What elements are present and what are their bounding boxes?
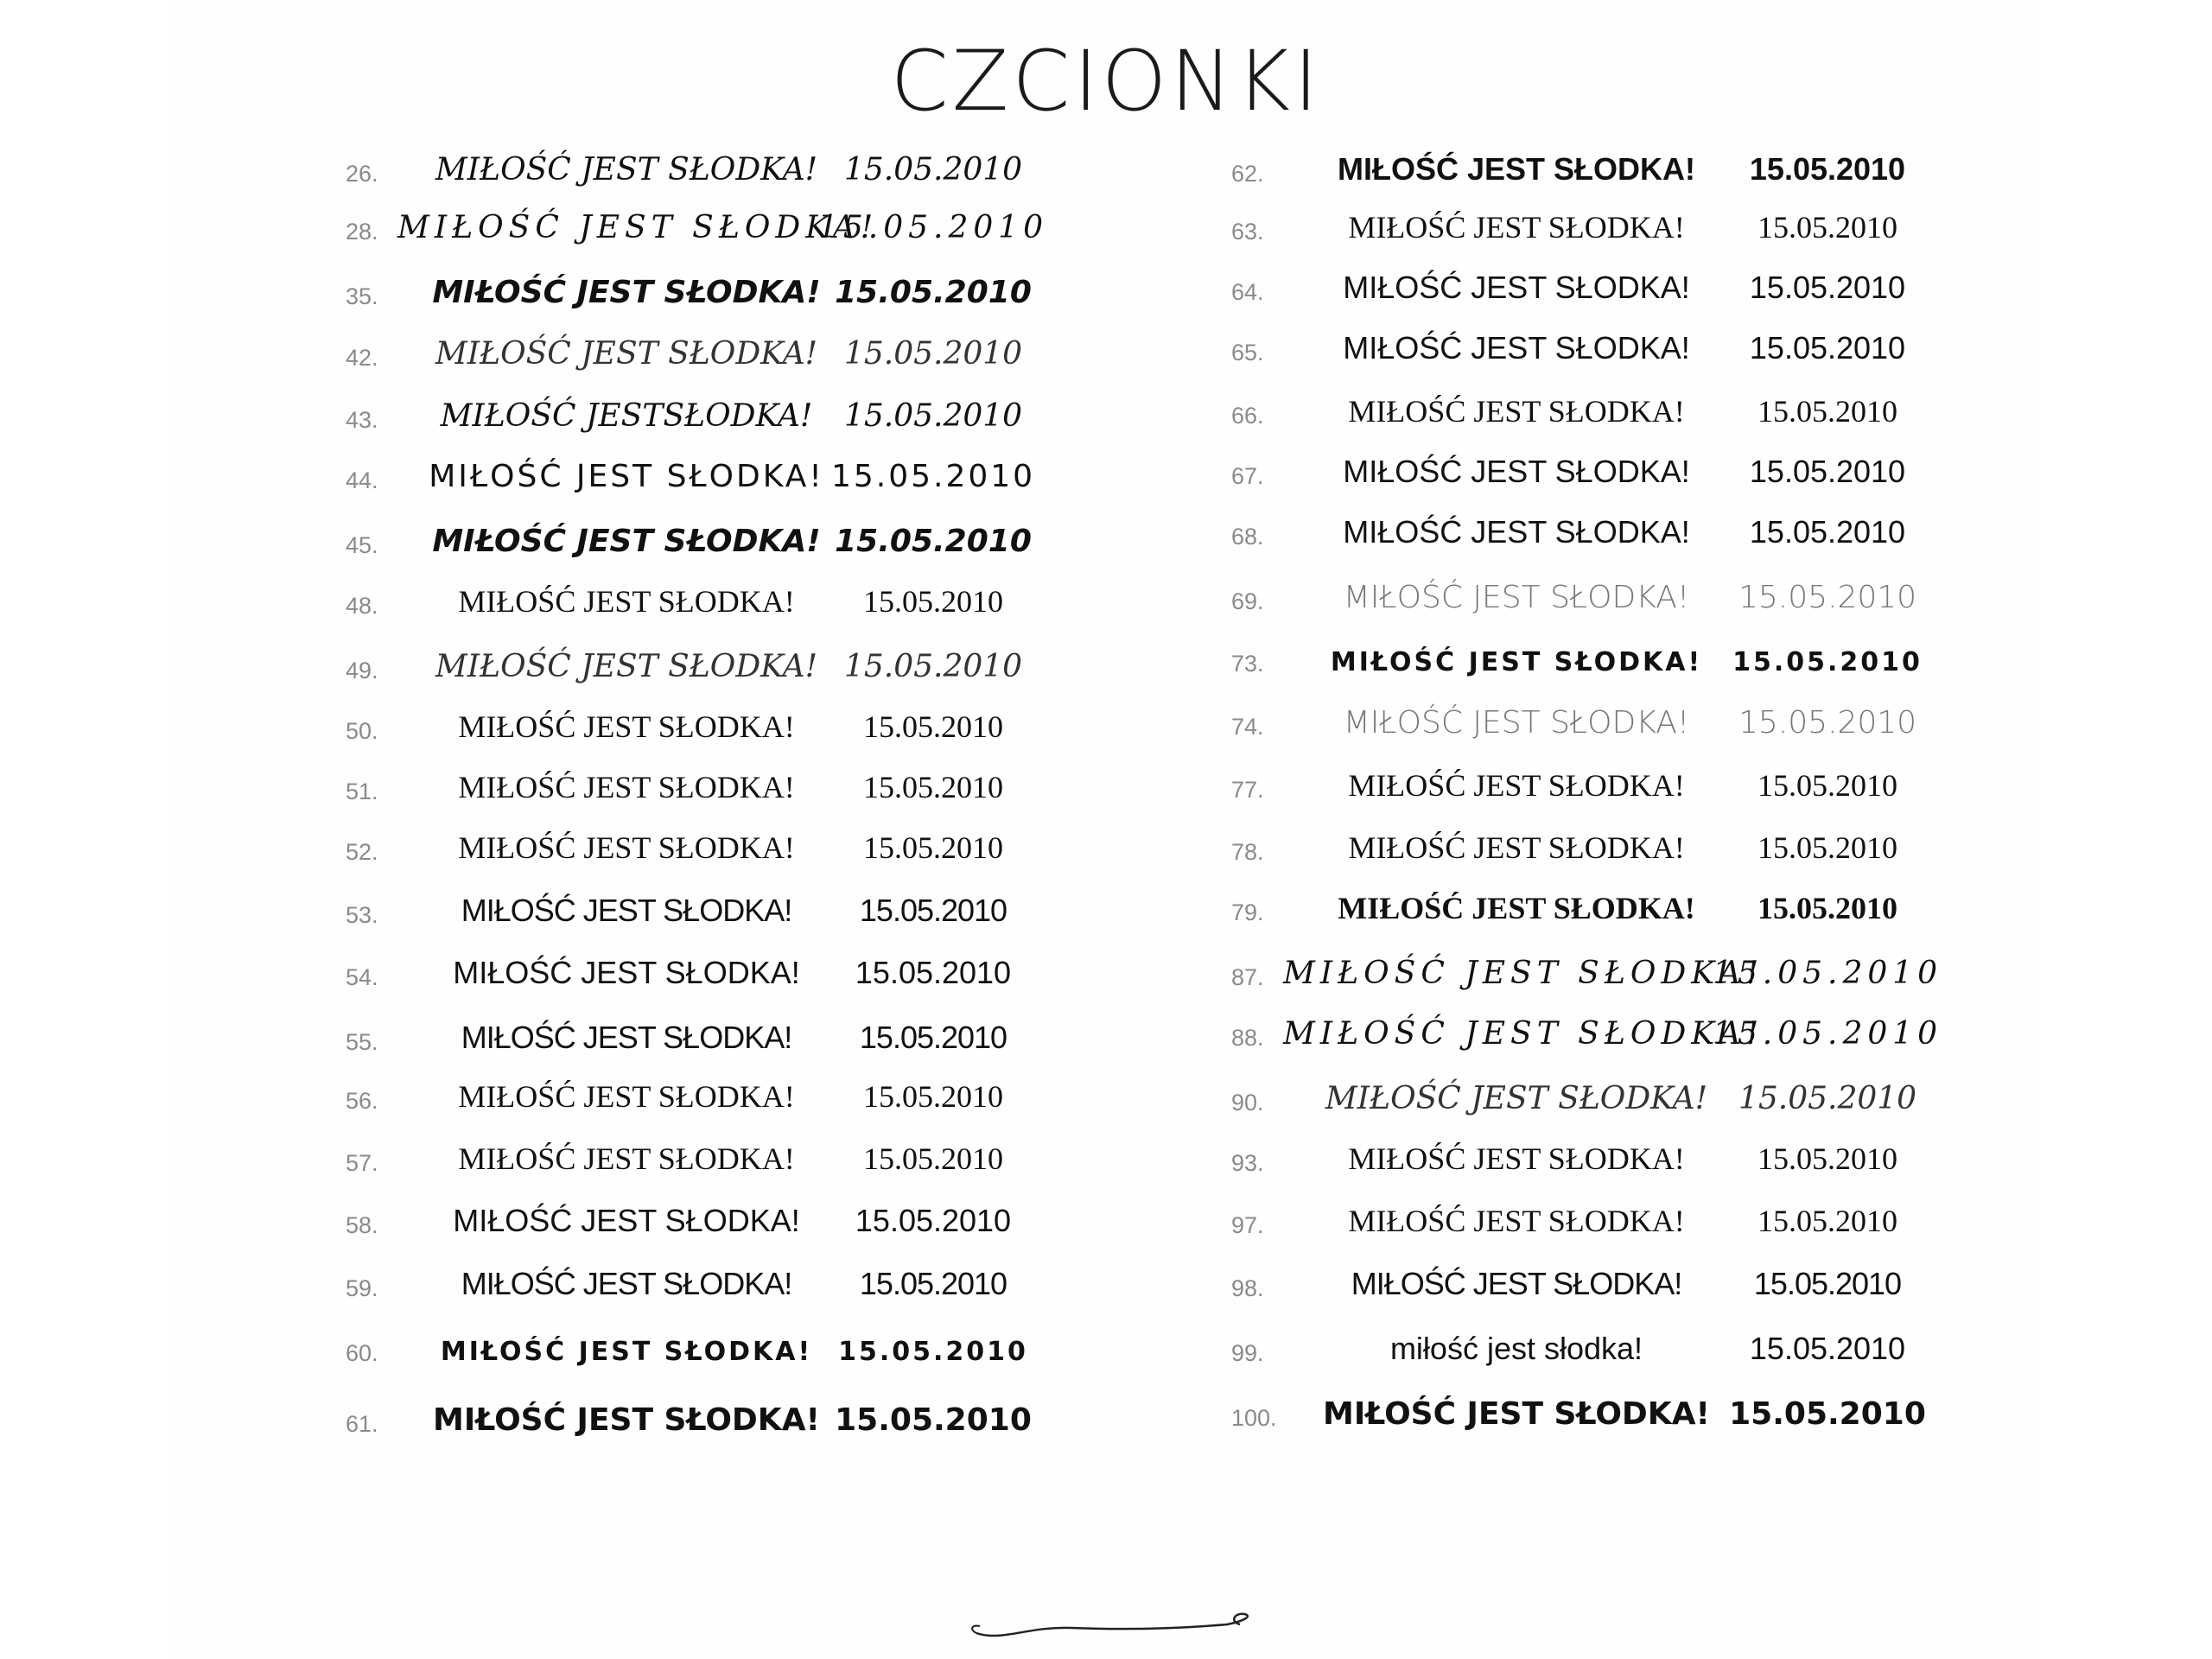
font-sample-phrase: MIŁOŚĆ JEST SŁODKA! bbox=[1348, 210, 1685, 245]
font-number: 67. bbox=[1231, 463, 1264, 489]
font-sample-date: 15.05.2010 bbox=[1729, 1396, 1926, 1432]
font-number: 64. bbox=[1231, 279, 1264, 305]
font-sample-row bbox=[1231, 1063, 1992, 1123]
font-number: 97. bbox=[1231, 1212, 1264, 1238]
font-sample-phrase: MIŁOŚĆ JEST SŁODKA! bbox=[458, 1079, 795, 1114]
font-sample-phrase: MIŁOŚĆ JESTSŁODKA! bbox=[440, 398, 813, 434]
font-sample-row bbox=[346, 134, 1106, 194]
font-sample-date: 15.05.2010 bbox=[1758, 768, 1897, 803]
font-sample-row bbox=[346, 691, 1106, 752]
font-sample-row bbox=[346, 192, 1106, 252]
font-sample-row bbox=[1231, 1313, 1992, 1374]
font-sample-date: 15.05.2010 bbox=[1712, 1016, 1943, 1052]
font-sample-row bbox=[1231, 873, 1992, 933]
font-number: 49. bbox=[346, 658, 378, 683]
font-number: 87. bbox=[1231, 964, 1264, 990]
font-sample-phrase: MIŁOŚĆ JEST SŁODKA! bbox=[432, 275, 821, 310]
font-number: 90. bbox=[1231, 1090, 1264, 1116]
font-sample-row bbox=[346, 1002, 1106, 1063]
font-sample-date: 15.05.2010 bbox=[1732, 647, 1923, 677]
font-sample-phrase: MIŁOŚĆ JEST SŁODKA! bbox=[1343, 454, 1690, 489]
font-sample-date: 15.05.2010 bbox=[1749, 454, 1906, 489]
font-sample-row bbox=[1231, 376, 1992, 436]
font-sample-row bbox=[1231, 1378, 1992, 1439]
font-number: 50. bbox=[346, 718, 378, 744]
font-sample-phrase: MIŁOŚĆ JEST SŁODKA! bbox=[1343, 514, 1690, 550]
font-sample-date: 15.05.2010 bbox=[1712, 956, 1943, 991]
font-sample-row bbox=[1231, 497, 1992, 557]
font-sample-date: 15.05.2010 bbox=[1758, 1204, 1897, 1238]
font-sample-date: 15.05.2010 bbox=[863, 1141, 1003, 1176]
font-sample-date: 15.05.2010 bbox=[855, 955, 1012, 990]
font-sample-phrase: MIŁOŚĆ JEST SŁODKA! bbox=[432, 524, 821, 559]
font-sample-date: 15.05.2010 bbox=[843, 649, 1023, 684]
font-sample-phrase: MIŁOŚĆ JEST SŁODKA! bbox=[429, 459, 824, 494]
font-sample-phrase: MIŁOŚĆ JEST SŁODKA! bbox=[1343, 705, 1690, 741]
font-sample-date: 15.05.2010 bbox=[855, 1203, 1012, 1238]
font-sample-row bbox=[346, 938, 1106, 998]
font-sample-phrase: MIŁOŚĆ JEST SŁODKA! bbox=[453, 955, 800, 990]
font-sample-date: 15.05.2010 bbox=[1758, 1141, 1897, 1176]
font-sample-row bbox=[1231, 252, 1992, 313]
font-sample-date: 15.05.2010 bbox=[1738, 705, 1917, 741]
font-number: 93. bbox=[1231, 1150, 1264, 1176]
font-number: 54. bbox=[346, 964, 378, 990]
font-sample-phrase: MIŁOŚĆ JEST SŁODKA! bbox=[458, 584, 795, 619]
font-sample-row bbox=[1231, 938, 1992, 998]
font-number: 98. bbox=[1231, 1275, 1264, 1301]
font-sample-date: 15.05.2010 bbox=[843, 336, 1023, 372]
font-sample-phrase: MIŁOŚĆ JEST SŁODKA! bbox=[1323, 1396, 1710, 1432]
font-sample-date: 15.05.2010 bbox=[863, 709, 1003, 744]
font-sample-date: 15.05.2010 bbox=[817, 210, 1049, 245]
font-sample-phrase: MIŁOŚĆ JEST SŁODKA! bbox=[1337, 151, 1696, 187]
font-number: 65. bbox=[1231, 340, 1264, 365]
font-sample-row bbox=[346, 380, 1106, 441]
font-sample-date: 15.05.2010 bbox=[1753, 1266, 1902, 1301]
font-sample-date: 15.05.2010 bbox=[843, 152, 1023, 188]
font-sample-date: 15.05.2010 bbox=[1749, 330, 1906, 365]
font-sample-phrase: MIŁOŚĆ JEST SŁODKA! bbox=[453, 1203, 800, 1238]
font-sample-row bbox=[346, 752, 1106, 812]
font-number: 68. bbox=[1231, 524, 1264, 550]
font-sample-row bbox=[346, 566, 1106, 626]
font-number: 35. bbox=[346, 283, 378, 309]
font-sample-date: 15.05.2010 bbox=[859, 1020, 1007, 1055]
font-sample-row bbox=[346, 875, 1106, 936]
font-number: 78. bbox=[1231, 839, 1264, 865]
font-number: 56. bbox=[346, 1088, 378, 1114]
font-sample-phrase: MIŁOŚĆ JEST SŁODKA! bbox=[435, 649, 818, 684]
page-title: CZCIONKI bbox=[890, 33, 1322, 130]
font-sample-row bbox=[346, 631, 1106, 691]
font-sample-phrase: MIŁOŚĆ JEST SŁODKA! bbox=[1348, 830, 1685, 865]
font-sample-row bbox=[346, 1185, 1106, 1246]
font-number: 66. bbox=[1231, 403, 1264, 429]
font-number: 51. bbox=[346, 779, 378, 804]
font-sample-date: 15.05.2010 bbox=[835, 1402, 1032, 1438]
font-number: 55. bbox=[346, 1029, 378, 1055]
font-number: 88. bbox=[1231, 1025, 1264, 1051]
font-number: 53. bbox=[346, 902, 378, 928]
font-number: 60. bbox=[346, 1340, 378, 1366]
font-sample-row bbox=[346, 1061, 1106, 1122]
font-number: 59. bbox=[346, 1275, 378, 1301]
font-sample-date: 15.05.2010 bbox=[859, 1266, 1007, 1301]
font-sample-phrase: MIŁOŚĆ JEST SŁODKA! bbox=[1338, 891, 1695, 925]
font-sample-phrase: MIŁOŚĆ JEST SŁODKA! bbox=[1343, 270, 1690, 305]
font-sample-date: 15.05.2010 bbox=[1749, 1331, 1906, 1366]
font-sample-date: 15.05.2010 bbox=[863, 770, 1003, 804]
font-sample-phrase: MIŁOŚĆ JEST SŁODKA! bbox=[1348, 1141, 1685, 1176]
font-sample-row bbox=[346, 1384, 1106, 1445]
font-sample-phrase: MIŁOŚĆ JEST SŁODKA! bbox=[458, 770, 795, 804]
font-number: 26. bbox=[346, 161, 378, 187]
font-sample-row bbox=[346, 1313, 1106, 1374]
font-number: 61. bbox=[346, 1411, 378, 1437]
font-sample-phrase: MIŁOŚĆ JEST SŁODKA! bbox=[461, 1266, 792, 1301]
font-sample-date: 15.05.2010 bbox=[1758, 210, 1897, 245]
font-sample-row bbox=[1231, 192, 1992, 252]
font-number: 45. bbox=[346, 532, 378, 558]
font-sample-row bbox=[346, 441, 1106, 501]
font-number: 52. bbox=[346, 839, 378, 865]
font-sample-phrase: MIŁOŚĆ JEST SŁODKA! bbox=[397, 210, 879, 245]
font-sample-date: 15.05.2010 bbox=[835, 524, 1032, 559]
font-sample-phrase: MIŁOŚĆ JEST SŁODKA! bbox=[458, 709, 795, 744]
font-sample-date: 15.05.2010 bbox=[863, 584, 1003, 619]
font-sample-row bbox=[1231, 134, 1992, 194]
font-sample-row bbox=[1231, 562, 1992, 622]
font-sample-phrase: MIŁOŚĆ JEST SŁODKA! bbox=[1343, 330, 1690, 365]
font-number: 44. bbox=[346, 467, 378, 493]
font-number: 43. bbox=[346, 407, 378, 433]
font-sample-phrase: MIŁOŚĆ JEST SŁODKA! bbox=[1283, 956, 1764, 991]
font-sample-phrase: MIŁOŚĆ JEST SŁODKA! bbox=[1325, 1081, 1708, 1116]
font-sample-row bbox=[346, 505, 1106, 566]
font-number: 69. bbox=[1231, 588, 1264, 614]
font-sample-phrase: MIŁOŚĆ JEST SŁODKA! bbox=[461, 893, 792, 928]
font-sample-date: 15.05.2010 bbox=[1758, 830, 1897, 865]
font-number: 57. bbox=[346, 1150, 378, 1176]
font-sample-row bbox=[346, 1123, 1106, 1184]
font-sample-row bbox=[1231, 998, 1992, 1058]
font-sample-row bbox=[346, 318, 1106, 378]
font-sample-date: 15.05.2010 bbox=[859, 893, 1007, 928]
font-number: 58. bbox=[346, 1212, 378, 1238]
font-sample-phrase: MIŁOŚĆ JEST SŁODKA! bbox=[1348, 768, 1685, 803]
font-sample-row bbox=[1231, 313, 1992, 373]
font-sample-row bbox=[346, 1249, 1106, 1309]
font-sample-row bbox=[1231, 436, 1992, 497]
font-sample-row bbox=[1231, 624, 1992, 684]
font-sample-date: 15.05.2010 bbox=[863, 830, 1003, 865]
font-sample-phrase: MIŁOŚĆ JEST SŁODKA! bbox=[1348, 394, 1685, 429]
flourish-ornament bbox=[968, 1607, 1262, 1650]
font-sample-phrase: MIŁOŚĆ JEST SŁODKA! bbox=[435, 152, 818, 188]
font-sample-date: 15.05.2010 bbox=[838, 1337, 1028, 1367]
font-number: 63. bbox=[1231, 219, 1264, 245]
font-number: 100. bbox=[1231, 1405, 1277, 1431]
font-sample-phrase: MIŁOŚĆ JEST SŁODKA! bbox=[435, 336, 818, 372]
font-number: 48. bbox=[346, 593, 378, 619]
font-sample-phrase: MIŁOŚĆ JEST SŁODKA! bbox=[1330, 647, 1703, 677]
font-sample-row bbox=[346, 257, 1106, 317]
font-sample-date: 15.05.2010 bbox=[1758, 394, 1897, 429]
font-number: 42. bbox=[346, 345, 378, 371]
font-sample-phrase: MIŁOŚĆ JEST SŁODKA! bbox=[433, 1402, 820, 1438]
font-sample-date: 15.05.2010 bbox=[1749, 514, 1906, 550]
font-sample-date: 15.05.2010 bbox=[1749, 151, 1906, 187]
font-sample-row bbox=[1231, 1249, 1992, 1309]
font-sample-phrase: miłość jest słodka! bbox=[1389, 1331, 1643, 1366]
font-sample-date: 15.05.2010 bbox=[1749, 270, 1906, 305]
font-sample-row bbox=[1231, 750, 1992, 810]
font-sample-date: 15.05.2010 bbox=[863, 1079, 1003, 1114]
font-sample-phrase: MIŁOŚĆ JEST SŁODKA! bbox=[458, 830, 795, 865]
font-sample-phrase: MIŁOŚĆ JEST SŁODKA! bbox=[440, 1337, 813, 1367]
font-number: 99. bbox=[1231, 1340, 1264, 1366]
font-number: 74. bbox=[1231, 714, 1264, 740]
font-sample-phrase: MIŁOŚĆ JEST SŁODKA! bbox=[1283, 1016, 1764, 1052]
font-number: 62. bbox=[1231, 161, 1264, 187]
font-sample-phrase: MIŁOŚĆ JEST SŁODKA! bbox=[1348, 1204, 1685, 1238]
font-sample-row bbox=[1231, 687, 1992, 747]
font-sample-date: 15.05.2010 bbox=[835, 275, 1032, 310]
font-number: 77. bbox=[1231, 777, 1264, 803]
font-sample-date: 15.05.2010 bbox=[1758, 891, 1897, 925]
font-sample-date: 15.05.2010 bbox=[1738, 580, 1917, 615]
font-number: 28. bbox=[346, 219, 378, 245]
font-sample-date: 15.05.2010 bbox=[1738, 1081, 1917, 1116]
font-sample-phrase: MIŁOŚĆ JEST SŁODKA! bbox=[461, 1020, 792, 1055]
font-sample-phrase: MIŁOŚĆ JEST SŁODKA! bbox=[1351, 1266, 1682, 1301]
font-number: 79. bbox=[1231, 899, 1264, 925]
font-sample-date: 15.05.2010 bbox=[843, 398, 1023, 434]
font-sample-date: 15.05.2010 bbox=[830, 459, 1036, 494]
font-sample-row bbox=[1231, 812, 1992, 873]
font-sample-row bbox=[1231, 1185, 1992, 1246]
font-sample-row bbox=[1231, 1123, 1992, 1184]
font-sample-phrase: MIŁOŚĆ JEST SŁODKA! bbox=[458, 1141, 795, 1176]
font-sample-phrase: MIŁOŚĆ JEST SŁODKA! bbox=[1343, 580, 1690, 615]
font-sample-row bbox=[346, 812, 1106, 873]
font-number: 73. bbox=[1231, 651, 1264, 677]
